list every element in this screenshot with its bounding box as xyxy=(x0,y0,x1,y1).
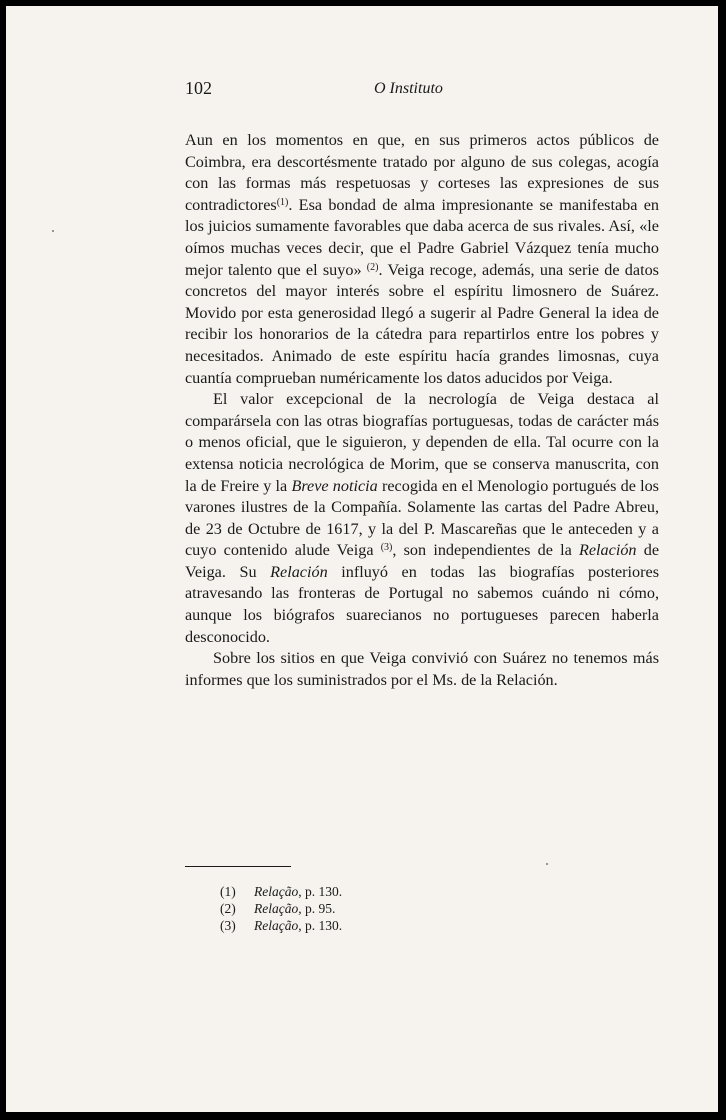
scan-speck xyxy=(546,863,548,865)
text-run: , son independientes de la xyxy=(392,541,579,560)
text-run: influyó en todas las biografías posteriores atravesando las fronteras de Portugal no sabemos cuándo ni cómo, aunque los biógrafos suarecianos no portugueses parecen haberla desconocido. xyxy=(185,562,659,646)
page-number: 102 xyxy=(185,78,212,98)
footnote-reference: (2) xyxy=(366,261,379,273)
footnote-mark: (2) xyxy=(220,901,236,916)
footnote xyxy=(220,917,342,934)
footnote-rule xyxy=(185,866,291,867)
footnote xyxy=(220,883,342,900)
book-page xyxy=(6,6,718,1112)
footnote-source: Relação xyxy=(254,884,299,899)
footnotes xyxy=(220,883,342,934)
footnote-reference: (3) xyxy=(380,542,393,554)
footnote-page-ref: , p. 130. xyxy=(298,918,343,933)
footnote-page-ref: , p. 95. xyxy=(298,901,336,916)
paragraph xyxy=(185,130,659,389)
footnote xyxy=(220,900,342,917)
running-title: O Instituto xyxy=(374,80,443,97)
italic-title: Relación xyxy=(270,562,328,581)
text-run: Aun en los momentos en que, en sus primeros actos públicos de Coimbra, era descortésmente tratado por alguno de sus colegas, acogía con las formas más respetuosas y corteses las expresiones de sus contradictores xyxy=(185,131,659,214)
text-run: . Veiga recoge, además, una serie de datos concretos del mayor interés sobre el espíritu limosnero de Suárez. Movido por esta generosidad llegó a sugerir al Padre General la idea de recibir los honorarios de la cátedra para repartirlos entre los pobres y necesitados. Animado de este espíritu hacía grandes limosnas, cuya cuantía comprueban numéricamente los datos aducidos por Veiga. xyxy=(185,260,659,387)
footnote-mark: (1) xyxy=(220,884,236,899)
text-run: de Veiga. Su xyxy=(185,541,660,581)
running-head xyxy=(6,76,718,104)
italic-title: Relación xyxy=(578,541,637,560)
italic-title: Breve noticia xyxy=(291,476,378,495)
text-run: Sobre los sitios en que Veiga convivió con Suárez no tenemos más informes que los suministrados por el Ms. de la Relación. xyxy=(185,649,659,689)
text-run: . Esa bondad de alma impresionante se manifestaba en los juicios sumamente favorables que daba acerca de sus rivales. Así, «le oímos muchas veces decir, que el Padre Gabriel Vázquez tenía mucho mejor talento que el suyo» xyxy=(185,195,659,279)
body-text xyxy=(185,130,659,691)
text-run: recogida en el Menologio portugués de los varones ilustres de la Compañía. Solamente las cartas del Padre Abreu, de 23 de Octubre de 1617, y la del P. Mascareñas que le anteceden y a cuyo contenido alude Veiga xyxy=(185,476,659,560)
footnote-mark: (3) xyxy=(220,918,236,933)
footnote-source: Relação xyxy=(254,918,299,933)
paragraph xyxy=(185,389,659,648)
scanned-page xyxy=(6,6,718,1112)
scan-speck xyxy=(52,230,54,232)
footnote-source: Relação xyxy=(254,901,299,916)
footnote-page-ref: , p. 130. xyxy=(298,884,343,899)
text-run: El valor excepcional de la necrología de Veiga destaca al comparársela con las otras biografías portuguesas, todas de carácter más o menos oficial, que le siguieron, y dependen de ella. Tal ocurre con la extensa noticia necrológica de Morim, que se conserva manuscrita, con la de Freire y la xyxy=(185,390,659,495)
footnote-reference: (1) xyxy=(276,196,289,208)
paragraph xyxy=(185,648,659,691)
